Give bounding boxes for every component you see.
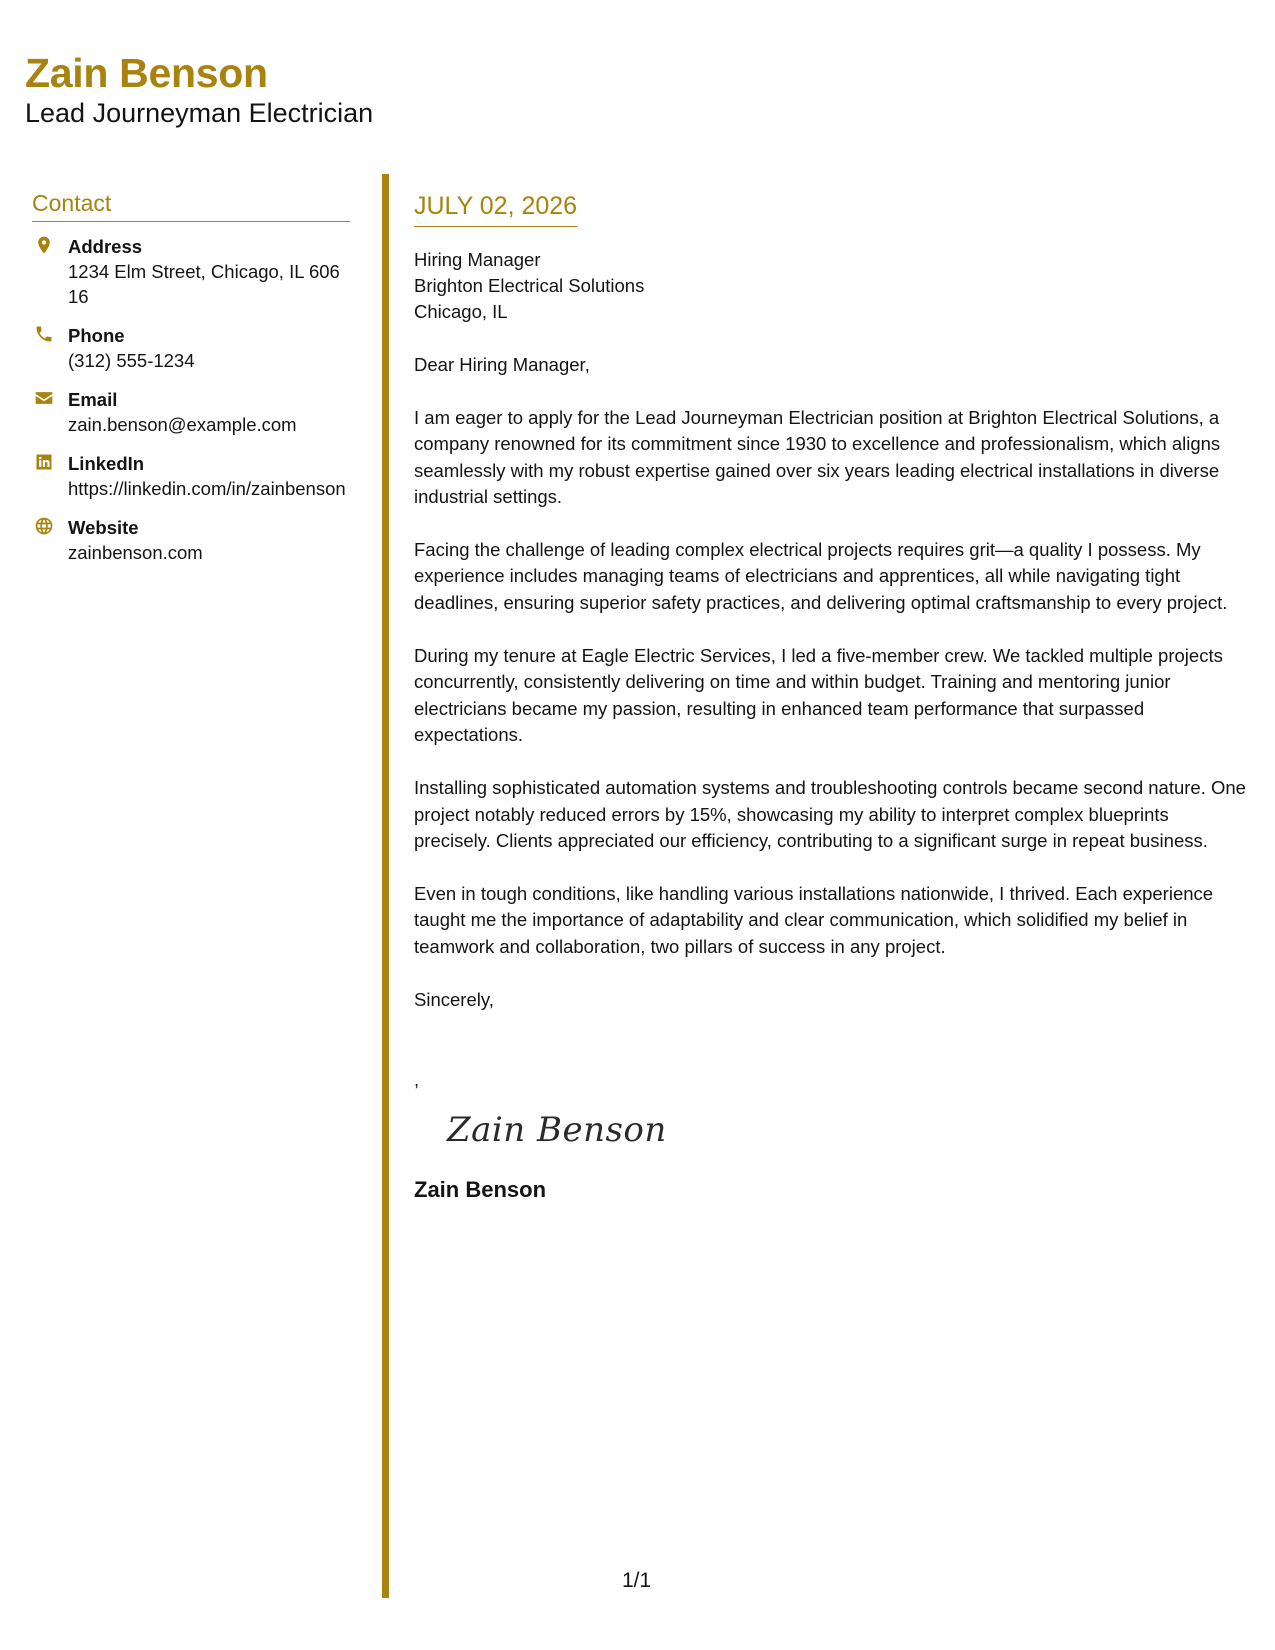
salutation: Dear Hiring Manager, <box>414 354 590 375</box>
contact-item-linkedin <box>32 451 350 501</box>
contact-label: Phone <box>68 325 125 346</box>
contact-item-website <box>32 515 350 565</box>
contact-item-address <box>32 234 350 309</box>
recipient-block <box>414 247 1249 325</box>
signer-name: Zain Benson <box>414 1177 547 1203</box>
recipient-location: Chicago, IL <box>414 301 508 322</box>
vertical-divider <box>382 174 389 1598</box>
envelope-icon <box>34 388 56 410</box>
phone-icon <box>34 324 56 346</box>
map-pin-icon <box>34 235 56 257</box>
contact-list <box>32 234 350 565</box>
contact-value: 1234 Elm Street, Chicago, IL 60616 <box>68 261 340 307</box>
applicant-name: Zain Benson <box>25 50 268 96</box>
recipient-company: Brighton Electrical Solutions <box>414 275 645 296</box>
contact-value: zain.benson@example.com <box>68 414 297 435</box>
paragraph: I am eager to apply for the Lead Journeyman Electrician position at Brighton Electrical Solutions, a company renowned for its commitment since 1930 to excellence and professionalism, which aligns seamlessly with my robust expertise gained over six years leading electrical installations in diverse industrial settings. <box>414 407 1221 507</box>
paragraph: Installing sophisticated automation systems and troubleshooting controls became second nature. One project notably reduced errors by 15%, showcasing my ability to interpret complex blueprints precisely. Clients appreciated our efficiency, contributing to a significant surge in repeat business. <box>414 777 1246 851</box>
letter-body <box>414 190 1249 1205</box>
contact-item-phone <box>32 323 350 373</box>
letter-date: JULY 02, 2026 <box>414 190 577 227</box>
paragraph: Facing the challenge of leading complex electrical projects requires grit—a quality I possess. My experience includes managing teams of electricians and apprentices, all while navigating tight deadlines, ensuring superior safety practices, and delivering optimal craftsmanship to every project. <box>414 539 1228 613</box>
signature-image: Zain Benson <box>447 1110 667 1151</box>
header <box>25 48 373 130</box>
contact-label: Email <box>68 389 118 410</box>
contact-label: LinkedIn <box>68 453 145 474</box>
contact-sidebar <box>32 188 350 579</box>
contact-label: Address <box>68 236 143 257</box>
contact-value: (312) 555-1234 <box>68 350 195 371</box>
contact-heading: Contact <box>32 188 350 222</box>
globe-icon <box>34 516 56 538</box>
paragraph: Even in tough conditions, like handling various installations nationwide, I thrived. Each experience taught me the importance of adaptability and clear communication, which solidified my belief in teamwork and collaboration, two pillars of success in any project. <box>414 883 1214 957</box>
contact-item-email <box>32 387 350 437</box>
comma-line: , <box>414 1069 420 1091</box>
recipient-name: Hiring Manager <box>414 249 541 270</box>
contact-value: zainbenson.com <box>68 542 203 563</box>
closing: Sincerely, <box>414 989 494 1011</box>
contact-value: https://linkedin.com/in/zainbenson <box>68 478 346 499</box>
linkedin-icon <box>34 452 56 474</box>
job-title: Lead Journeyman Electrician <box>25 98 374 128</box>
page-number: 1/1 <box>622 1569 652 1592</box>
contact-label: Website <box>68 517 139 538</box>
paragraph: During my tenure at Eagle Electric Services, I led a five-member crew. We tackled multiple projects concurrently, consistently delivering on time and within budget. Training and mentoring junior electricians became my passion, resulting in enhanced team performance that surpassed expectations. <box>414 645 1223 745</box>
